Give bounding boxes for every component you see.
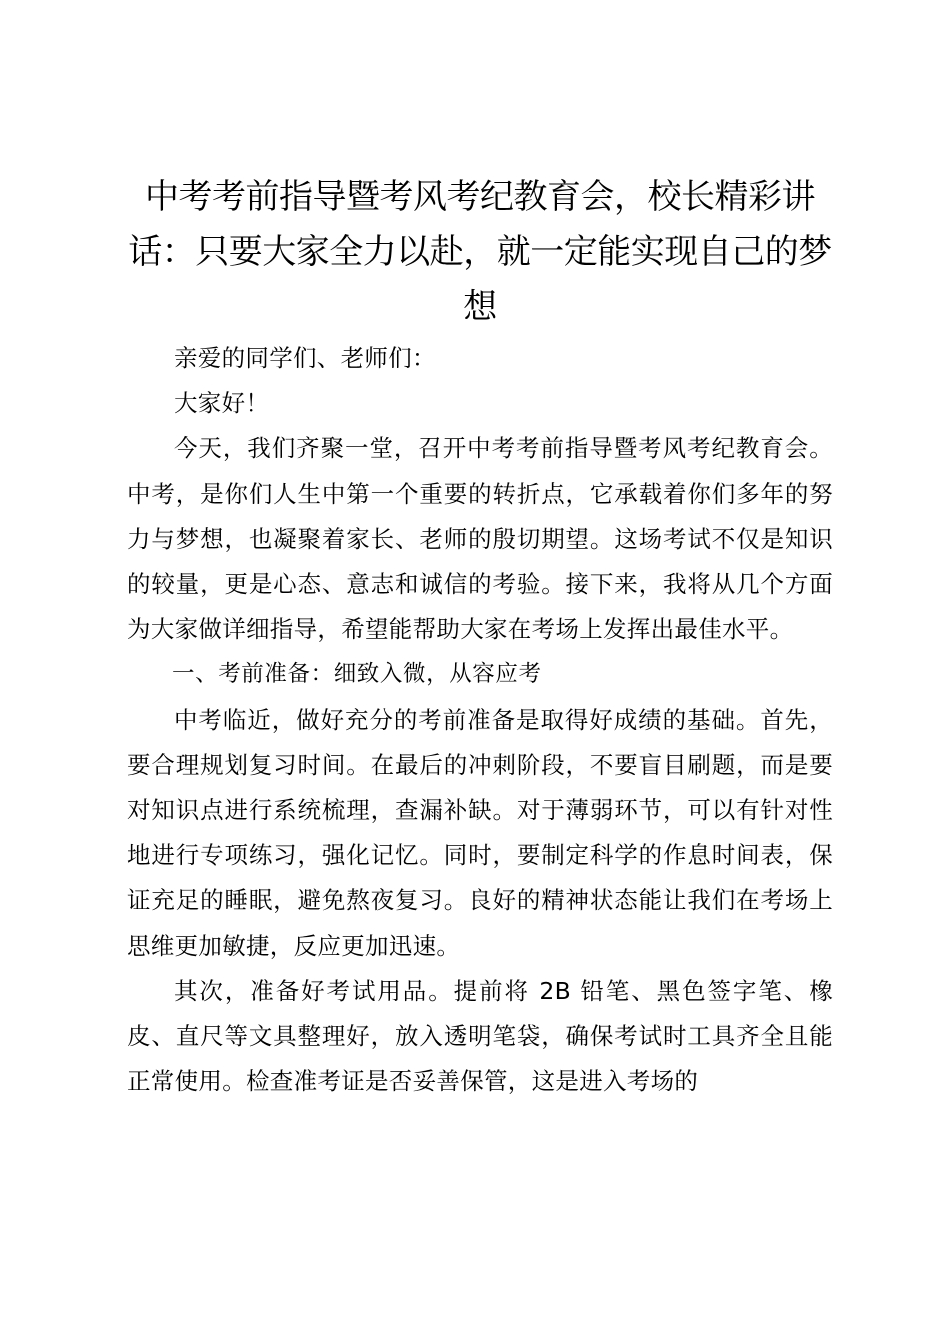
- salutation: 亲爱的同学们、老师们：: [174, 344, 436, 372]
- paragraph-supplies: 其次，准备好考试用品。提前将 2B 铅笔、黑色签字笔、橡皮、直尺等文具整理好，放入透明笔袋，确保考试时工具齐全且能正常使用。检查准考证是否妥善保管，这是进入考场的: [127, 976, 833, 1096]
- document-body: [127, 170, 833, 1104]
- section-heading: 一、考前准备：细致入微，从容应考: [172, 661, 542, 688]
- paragraph-intro: 今天，我们齐聚一堂，召开中考考前指导暨考风考纪教育会。中考，是你们人生中第一个重要的转折点，它承载着你们多年的努力与梦想，也凝聚着家长、老师的殷切期望。这场考试不仅是知识的较量，更是心态、意志和诚信的考验。接下来，我将从几个方面为大家做详细指导，希望能帮助大家在考场上发挥出最佳水平。: [127, 434, 833, 644]
- greeting: 大家好！: [174, 389, 270, 418]
- paragraph-preparation: 中考临近，做好充分的考前准备是取得好成绩的基础。首先，要合理规划复习时间。在最后的冲刺阶段，不要盲目刷题，而是要对知识点进行系统梳理，查漏补缺。对于薄弱环节，可以有针对性地进行专项练习，强化记忆。同时，要制定科学的作息时间表，保证充足的睡眠，避免熬夜复习。良好的精神状态能让我们在考场上思维更加敏捷，反应更加迅速。: [127, 705, 833, 960]
- document-title: 中考考前指导暨考风考纪教育会，校长精彩讲话：只要大家全力以赴，就一定能实现自己的梦想: [128, 177, 832, 327]
